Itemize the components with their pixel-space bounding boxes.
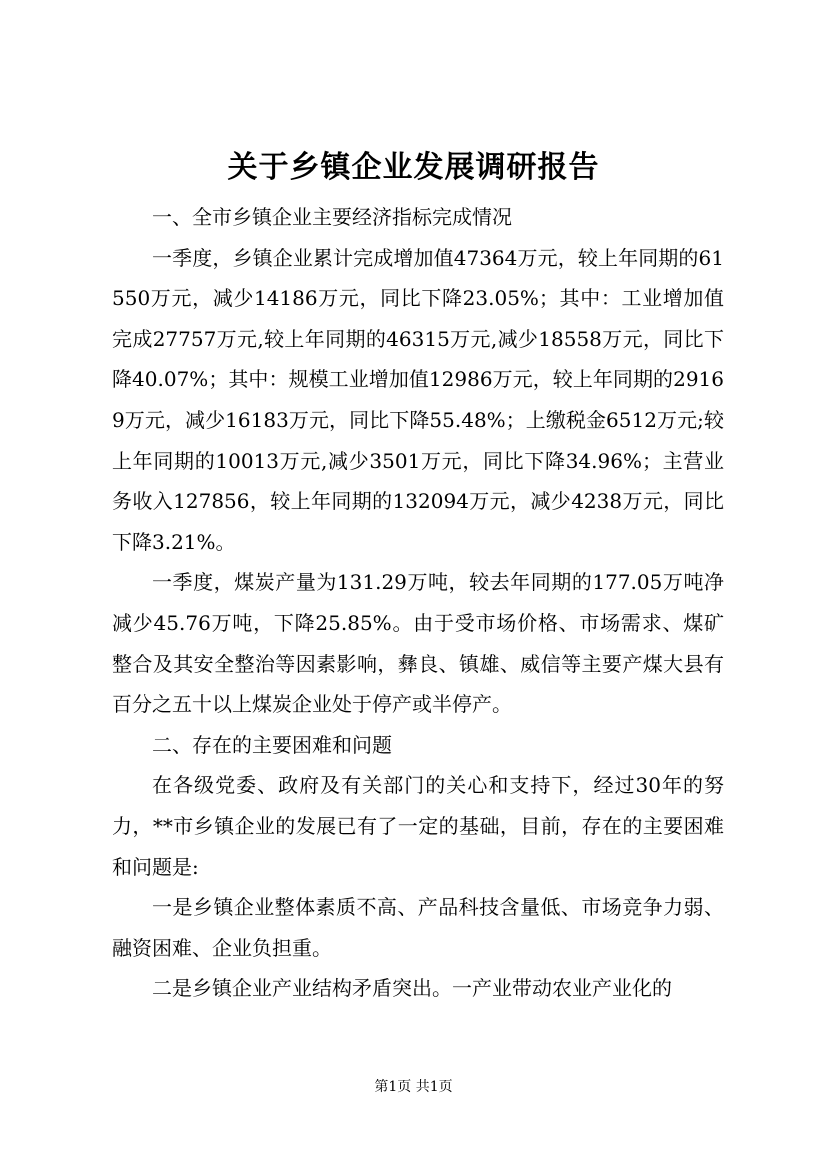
paragraph-problems-intro: 在各级党委、政府及有关部门的关心和支持下，经过30年的努力，**市乡镇企业的发展已有了一定的基础，目前，存在的主要困难和问题是:: [112, 773, 724, 879]
paragraph-coal-output: 一季度，煤炭产量为131.29万吨，较去年同期的177.05万吨净减少45.76万吨，下降25.85%。由于受市场价格、市场需求、煤矿整合及其安全整治等因素影响，彝良、镇雄、威信等主要产煤大县有百分之五十以上煤炭企业处于停产或半停产。: [112, 570, 724, 717]
document-title: 关于乡镇企业发展调研报告: [227, 150, 600, 185]
page-footer: 第1页 共1页: [374, 1079, 453, 1095]
paragraph-economic-indicators: 一季度，乡镇企业累计完成增加值47364万元，较上年同期的61550万元，减少14186万元，同比下降23.05%；其中：工业增加值完成27757万元,较上年同期的46315万元,减少18558万元，同比下降40.07%；其中：规模工业增加值12986万元，较上年同期的29169万元，减少16183万元，同比下降55.48%；上缴税金6512万元;较上年同期的10013万元,减少3501万元，同比下降34.96%；主营业务收入127856，较上年同期的132094万元，减少4238万元，同比下降3.21%。: [112, 245, 724, 554]
paragraph-problem-1: 一是乡镇企业整体素质不高、产品科技含量低、市场竞争力弱、融资困难、企业负担重。: [112, 895, 724, 960]
document-body: [112, 197, 724, 1009]
section-heading-1: 一、全市乡镇企业主要经济指标完成情况: [152, 205, 512, 229]
section-heading-2: 二、存在的主要困难和问题: [152, 732, 392, 757]
paragraph-problem-2: 二是乡镇企业产业结构矛盾突出。一产业带动农业产业化的: [152, 976, 672, 1001]
